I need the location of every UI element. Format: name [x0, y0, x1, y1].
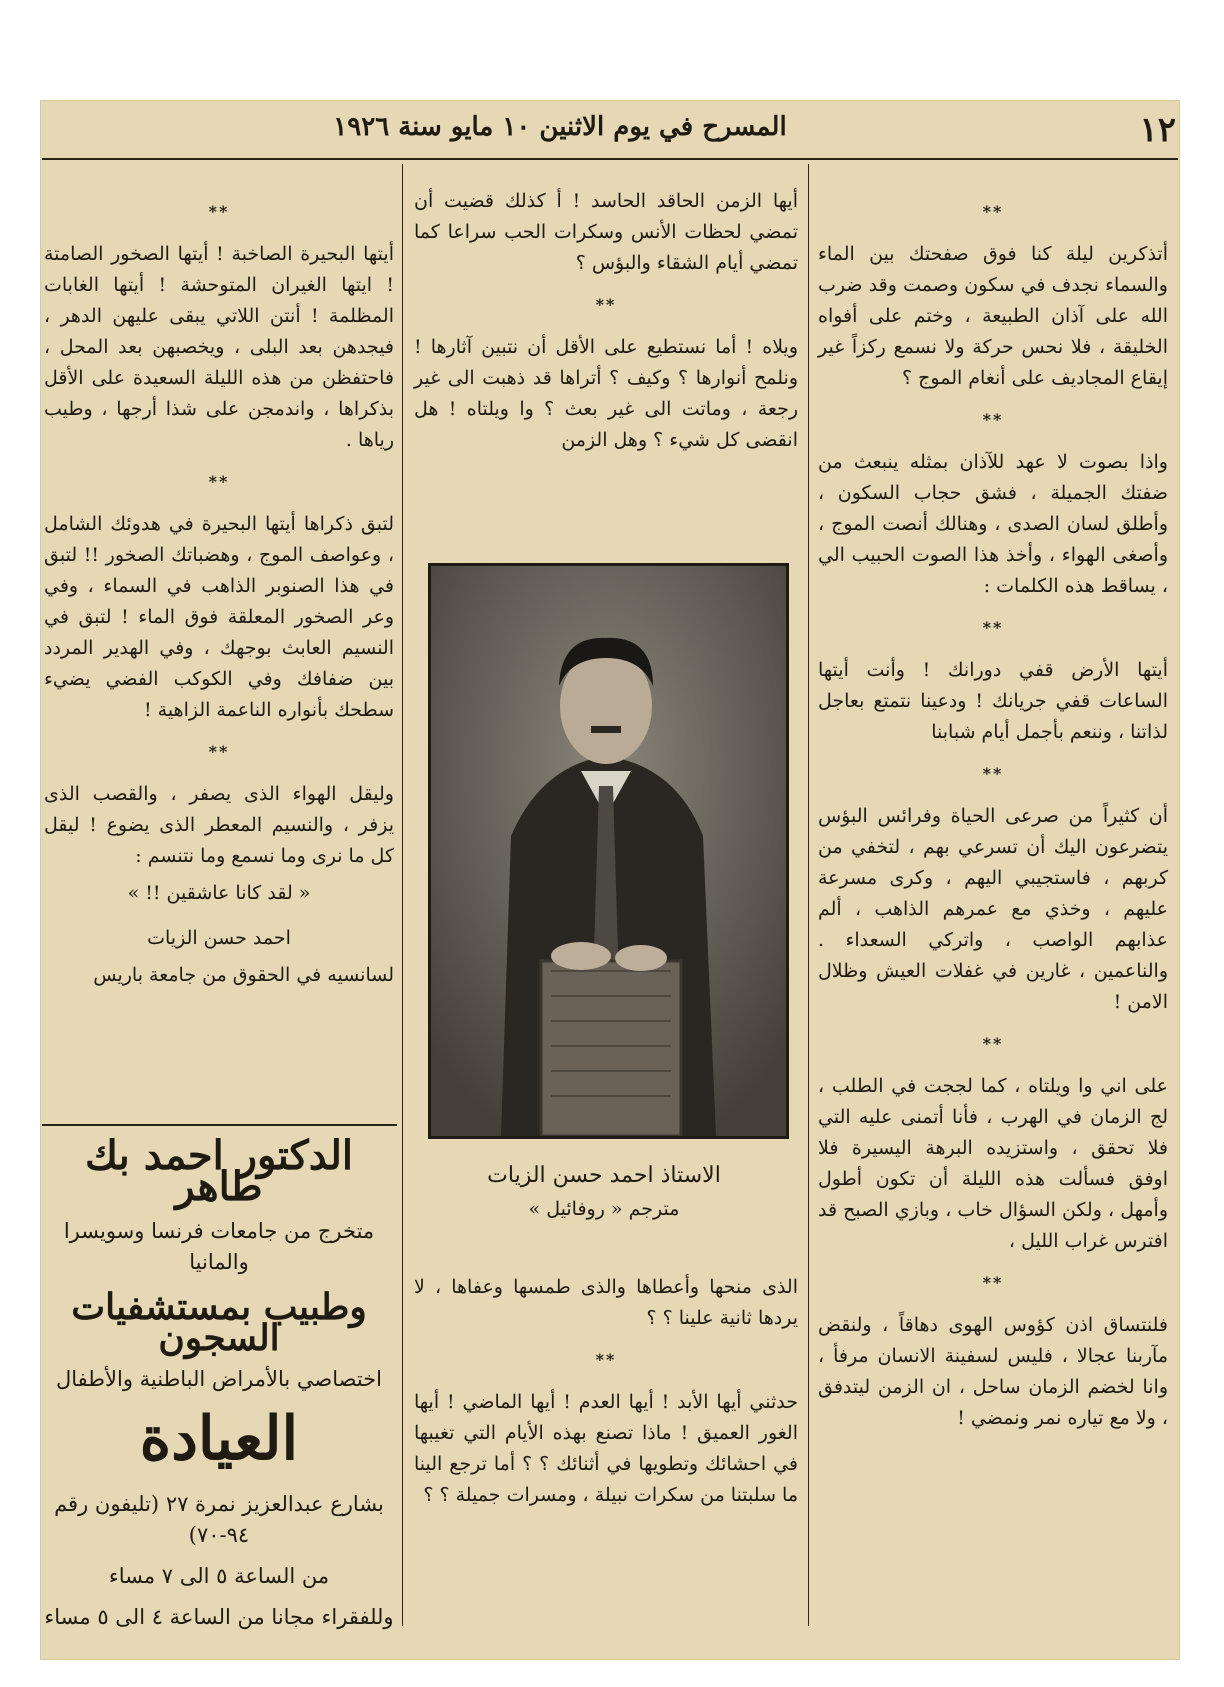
- section-separator: **: [982, 618, 1004, 637]
- middle-column-bottom: [414, 1272, 798, 1517]
- paragraph: أيتها البحيرة الصاخبة ! أيتها الصخور الصامتة ! ايتها الغيران المتوحشة ! أيتها الغابات المظلمة ! أنتن اللاتي يبقى عليهن الدهر ، فيجدهن بعد البلى ، ويخصبهن بعد المحل ، فاحتفظن من هذه الليلة السعيدة على الأقل بذكراها ، واندمجن على شذا أرجها ، وطيب رياها .: [44, 243, 394, 451]
- paragraph: لتبق ذكراها أيتها البحيرة في هدوئك الشامل ، وعواصف الموج ، وهضباتك الصخور !! لتبق في هذا الصنوبر الذاهب في السماء ، وفي وعر الصخور المعلقة فوق الماء ! لتبق في النسيم العابث بوجهك ، وفي الهدير المردد بين ضفافك وفي الكوكب الفضي يضيء سطحك بأنواره الناعمة الزاهية !: [44, 513, 394, 721]
- section-separator: **: [982, 1273, 1004, 1292]
- left-column: [44, 186, 394, 997]
- paragraph: على اني وا ويلتاه ، كما لججت في الطلب ، لج الزمان في الهرب ، فأنا أتمنى عليه التي فلا تحقق ، واستزيده البرهة اليسيرة فلا اوفق فسألت هذه الليلة أن تكون أطول وأمهل ، ولكن السؤال خاب ، وبازي الصبح قد افترس غراب الليل ،: [818, 1075, 1168, 1252]
- ad-hours: من الساعة ٥ الى ٧ مساء: [108, 1564, 330, 1588]
- doctor-advertisement: [44, 1132, 394, 1633]
- ad-position: وطبيب بمستشفيات السجون: [71, 1286, 367, 1359]
- paragraph: وليقل الهواء الذى يصفر ، والقصب الذى يزفر ، والنسيم المعطر الذى يضوع ! ليقل كل ما نرى وما نسمع وما نتنسم :: [44, 783, 394, 867]
- section-separator: **: [982, 764, 1004, 783]
- portrait-photo: [428, 563, 789, 1139]
- caption-name: الاستاذ احمد حسن الزيات: [487, 1163, 721, 1188]
- column-divider-left: [402, 164, 403, 1626]
- paragraph: الذى منحها وأعطاها والذى طمسها وعفاها ، لا يردها ثانية علينا ؟ ؟: [414, 1276, 798, 1329]
- paragraph: أن كثيراً من صرعى الحياة وفرائس البؤس يتضرعون اليك أن تسرعي بهم ، لتخفي من كربهم ، فاستجيبي اليهم ، وكرى مسرعة عليهم ، وخذي مع عمرهم الذاهب ، ألم عذابهم الواصب ، واتركي السعداء . والناعمين ، غارين في غفلات العيش وظلال الامن !: [818, 805, 1168, 1013]
- ad-doctor-name: الدكتور احمد بك طاهر: [84, 1132, 354, 1210]
- section-separator: **: [208, 742, 230, 761]
- photo-caption: [408, 1163, 800, 1220]
- section-separator: **: [595, 295, 617, 314]
- caption-role: مترجم « روفائيل »: [528, 1198, 680, 1220]
- quote: « لقد كانا عاشقين !! »: [127, 882, 311, 904]
- paragraph: أيتها الأرض قفي دورانك ! وأنت أيتها الساعات قفي جريانك ! ودعينا نتمتع بعاجل لذاتنا ، وننعم بأجمل أيام شبابنا: [818, 659, 1168, 743]
- section-separator: **: [208, 472, 230, 491]
- portrait-image: [431, 566, 786, 1136]
- paragraph: فلنتساق اذن كؤوس الهوى دهاقاً ، ولنقض مآربنا عجالا ، فليس لسفينة الانسان مرفأ ، وانا لخضم الزمان ساحل ، ان الزمن ليتدفق ، ولا مع تياره نمر ونمضي !: [818, 1314, 1168, 1429]
- author-name: احمد حسن الزيات: [147, 927, 291, 949]
- paragraph: واذا بصوت لا عهد للآذان بمثله ينبعث من ضفتك الجميلة ، فشق حجاب السكون ، وأطلق لسان الصدى ، وهنالك أنصت الموج ، وأصغى الهواء ، وأخذ هذا الصوت الحبيب الي ، يساقط هذه الكلمات :: [818, 451, 1168, 597]
- column-divider-right: [808, 164, 809, 1626]
- paragraph: أيها الزمن الحاقد الحاسد ! أ كذلك قضيت أن تمضي لحظات الأنس وسكرات الحب سراعا كما تمضي أيام الشقاء والبؤس ؟: [414, 190, 798, 274]
- page-number: ١٢: [1139, 110, 1176, 150]
- paragraph: حدثني أيها الأبد ! أيها العدم ! أيها الماضي ! أيها الغور العميق ! ماذا تصنع بهذه الأيام التي تغيبها في احشائك وتطويها في أثنائك ؟ ؟ أما ترجع الينا ما سلبتنا من سكرات نبيلة ، ومسرات جميلة ؟ ؟: [414, 1391, 798, 1506]
- ad-poor-hours: وللفقراء مجانا من الساعة ٤ الى ٥ مساء: [44, 1605, 394, 1629]
- ad-graduate: متخرج من جامعات فرنسا وسويسرا والمانيا: [63, 1219, 375, 1274]
- header-rule: [42, 158, 1178, 160]
- right-column: [818, 186, 1168, 1440]
- ad-clinic-heading: العيادة: [139, 1404, 299, 1474]
- author-credential: لسانسيه في الحقوق من جامعة باريس: [93, 964, 394, 986]
- paragraph: أتذكرين ليلة كنا فوق صفحتك بين الماء والسماء نجدف في سكون وصمت وقد ضرب الله على آذان الطبيعة ، وختم على أفواه الخليقة ، فلا نحس حركة ولا نسمع ركزاً غير إيقاع المجاديف على أنغام الموج ؟: [818, 243, 1168, 389]
- ad-address: بشارع عبدالعزيز نمرة ٢٧ (تليفون رقم ٩٤-٧٠): [54, 1492, 384, 1547]
- section-separator: **: [982, 1034, 1004, 1053]
- ad-rule: [42, 1124, 397, 1126]
- ad-specialty: اختصاصي بالأمراض الباطنية والأطفال: [56, 1367, 382, 1391]
- section-separator: **: [595, 1350, 617, 1369]
- paragraph: ويلاه ! أما نستطيع على الأقل أن نتبين آثارها ! ونلمح أنوارها ؟ وكيف ؟ أتراها قد ذهبت الى غير رجعة ، وماتت الى غير بعث ؟ وا ويلتاه ! هل انقضى كل شيء ؟ وهل الزمن: [414, 336, 798, 451]
- section-separator: **: [982, 410, 1004, 429]
- section-separator: **: [982, 202, 1004, 221]
- page-header-title: المسرح في يوم الاثنين ١٠ مايو سنة ١٩٢٦: [333, 112, 787, 142]
- section-separator: **: [208, 202, 230, 221]
- middle-column-top: [414, 186, 798, 462]
